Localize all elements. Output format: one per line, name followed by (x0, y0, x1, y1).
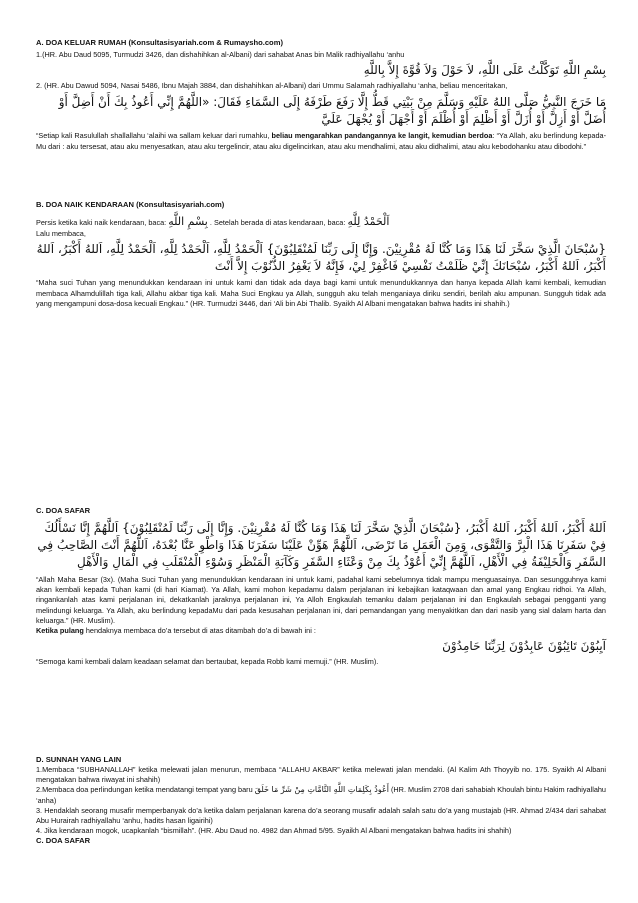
translation-paragraph: “Semoga kami kembali dalam keadaan selamat dan bertaubat, kepada Robb kami memuji.” (HR. Muslim). (36, 657, 379, 667)
list-item: 1.Membaca “SUBHANALLAH” ketika melewati jalan menurun, membaca “ALLAHU AKBAR” ketika melewati jalan mendaki. (Al Kalim Ath Thoyyib no. 175. Syaikh Al Albani mengatakan bahwa riwayat ini shahih) (36, 765, 606, 785)
section-doa-naik-kendaraan (36, 200, 606, 309)
translation-paragraph: “Maha suci Tuhan yang menundukkan kendaraan ini untuk kami dan tidak ada daya bagi kami untuk menundukkannya dan hanya kepada Allah kami kembali, kemudian membaca Alhamdulillah tiga kali, Allahu akbar tiga kali. Maha Suci Engkau ya Allah, sungguh aku telah menganiaya diriku sendiri, berilah aku ampunan. Sungguh tidak ada yang mengampuni dosa-dosa kecuali Engkau.” (HR. Turmudzi 3446, dari ‘Ali bin Abi Thalib. Syaikh Al Albani mengatakan bahwa hadits ini shahih.) (36, 278, 606, 308)
translation-text: : “Ya Allah, aku berlindung kepada-Mu dari : aku tersesat, atau aku menyesatkan, atau aku tergelincir, atau aku digelincirkan, atau aku mendhalimi, atau aku didhalimi, atau aku kebodohanku atau dibodohi.” (36, 131, 607, 151)
section-heading: D. SUNNAH YANG LAIN (36, 755, 122, 764)
paragraph: Lalu membaca, (36, 229, 86, 239)
arabic-text: مَا خَرَجَ النَّبِيُّ صَلَّى اللهُ عَلَيْهِ وَسَلَّمَ مِنْ بَيْتِي قَطُّ إِلَّا رَفَعَ طَرْفَهُ إِلَى السَّمَاءِ فَقَالَ: «اللَّهُمَّ إِنِّي أَعُوذُ بِكَ أَنْ أَضِلَّ أَوْ أُضَلَّ أَوْ أَزِلَّ أَوْ أُزَلَّ أَوْ أَظْلِمَ أَوْ أُظْلَمَ أَوْ أَجْهَلَ أَوْ يُجْهَلَ عَلَيَّ (58, 95, 606, 127)
paragraph: 2. (HR. Abu Dawud 5094, Nasai 5486, Ibnu Majah 3884, dan dishahihkan al-Albani) dari Ummu Salamah radhiyallahu ‘anha, beliau menceritakan, (36, 81, 508, 91)
paragraph: 1.(HR. Abu Daud 5095, Turmudzi 3426, dan dishahihkan al-Albani) dari sahabat Anas bin Malik radhiyallahu ‘anhu (36, 50, 405, 59)
arabic-inline: اَلْحَمْدُ لِلَّهِ (347, 215, 390, 228)
translation-text: “Setiap kali Rasulullah shallallahu ‘alaihi wa sallam keluar dari rumahku, (36, 131, 272, 141)
arabic-text: آيِبُوْنَ تَائِبُوْنَ عَابِدُوْنَ لِرَبِّنَا حَامِدُوْنَ (442, 639, 606, 654)
section-doa-keluar-rumah (36, 38, 606, 152)
section-heading: C. DOA SAFAR (36, 506, 91, 515)
section-heading: C. DOA SAFAR (36, 836, 91, 846)
list-item: 3. Hendaklah seorang musafir memperbanyak do’a ketika dalam perjalanan karena do’a seorang musafir adalah salah satu do’a yang mustajab (HR. Ahmad 2/434 dari sahabat Abu Hurairah radhiyallahu ‘anhu, hadits hasan ligairihi) (36, 805, 606, 826)
paragraph-text: . Setelah berada di atas kendaraan, baca: (207, 218, 348, 227)
section-sunnah-lain (36, 755, 606, 846)
section-doa-safar (36, 506, 606, 667)
list-item-text: (HR. Muslim 2708 dari sahabiah Khoulah bintu Hakim radhiyallahu ‘anha) (36, 785, 606, 805)
translation-paragraph: “Allah Maha Besar (3x). (Maha Suci Tuhan yang menundukkan kendaraan ini untuk kami, padahal kami sebelumnya tidak mampu menguasainya. Dan sesungguhnya kami akan kembali kepada Tuhan kami (di hari Kiamat). Ya Allah, kami mohon kepadamu dalam perjalanan ini kebajikan kataqwaan dan amal yang Engkau ridhoi. Ya Allah, ringankanlah atas kami perjalanan ini, dekatkanlah jaraknya perjalanan ini, Ya Alloh Engkaulah temanku dalam perjalanan ini dan Engkaulah sebagai pengganti yang melindungi keluarga. Ya Allah, aku berlindung kepadaMu dari pada kesusahan perjalanan ini, dari pemandangan yang menyakitkan dan dari nasib yang sial dalam harta dan keluarga.” (HR. Muslim). (36, 575, 606, 625)
arabic-text: اَللهُ أَكْبَرُ، اَللهُ أَكْبَرُ، اَللهُ أَكْبَرُ، {سُبْحَانَ الَّذِيْ سَخَّرَ لَنَا هَذَا وَمَا كُنَّا لَهُ مُقْرِنِيْنَ. وَإِنَّا إِلَى رَبِّنَا لَمُنْقَلِبُوْنَ} اَللَّهُمَّ إِنَّا نَسْأَلُكَ فِيْ سَفَرِنَا هَذَا الْبِرَّ وَالتَّقْوَى، وَمِنَ الْعَمَلِ مَا تَرْضَى، اَللَّهُمَّ هَوِّنْ عَلَيْنَا سَفَرَنَا هَذَا وَاطْوِ عَنَّا بُعْدَهُ، اَللَّهُمَّ أَنْتَ الصَّاحِبُ فِي السَّفَرِ وَالْخَلِيْفَةُ فِي الْأَهْلِ، اَللَّهُمَّ إِنِّيْ أَعُوْذُ بِكَ مِنْ وَعْثَاءِ السَّفَرِ وَكَآبَةِ الْمَنْظَرِ وَسُوْءِ الْمُنْقَلَبِ فِي الْمَالِ وَالْأَهْلِ (37, 521, 606, 569)
translation-emphasis: beliau mengarahkan pandangannya ke langit, kemudian berdoa (271, 131, 493, 141)
paragraph-text: hendaknya membaca do’a tersebut di atas ditambah do’a di bawah ini : (83, 626, 316, 636)
paragraph (36, 626, 606, 636)
list-item (36, 785, 606, 805)
paragraph (36, 217, 606, 228)
arabic-text: بِسْمِ اللَّهِ تَوَكَّلْتُ عَلَى اللَّهِ، لاَ حَوْلَ وَلاَ قُوَّةَ إِلاَّ بِاللَّهِ (363, 63, 606, 78)
arabic-inline: أَعُوذُ بِكَلِمَاتِ اللَّهِ التَّامَّاتِ مِنْ شَرِّ مَا خَلَقَ (254, 785, 389, 795)
arabic-inline: بِسْمِ اللَّهِ (168, 215, 208, 228)
emphasis-text: Ketika pulang (36, 626, 84, 636)
list-item: 4. Jika kendaraan mogok, ucapkanlah “bismillah”. (HR. Abu Daud no. 4982 dan Ahmad 5/95. Syaikh Al Albani mengatakan bahwa hadits ini shahih) (36, 826, 512, 836)
section-heading: B. DOA NAIK KENDARAAN (Konsultasisyariah.com) (36, 200, 225, 209)
arabic-text: {سُبْحَانَ الَّذِيْ سَخَّرَ لَنَا هَذَا وَمَا كُنَّا لَهُ مُقْرِنِيْنَ. وَإِنَّا إِلَى رَبِّنَا لَمُنْقَلِبُوْنَ} اَلْحَمْدُ لِلَّهِ، اَلْحَمْدُ لِلَّهِ، اَلْحَمْدُ لِلَّهِ، اَللهُ أَكْبَرُ، اَللهُ أَكْبَرُ، اَللهُ أَكْبَرُ، سُبْحَانَكَ إِنِّيْ ظَلَمْتُ نَفْسِيْ فَاغْفِرْ لِيْ، فَإِنَّهُ لاَ يَغْفِرُ الذُّنُوْبَ إِلاَّ أَنْتَ (36, 242, 606, 274)
paragraph-text: Persis ketika kaki naik kendaraan, baca: (36, 218, 169, 227)
list-item-text: 2.Membaca doa perlindungan ketika mendatangi tempat yang baru (36, 785, 255, 795)
translation-paragraph (36, 131, 606, 151)
section-heading: A. DOA KELUAR RUMAH (Konsultasisyariah.com & Rumaysho.com) (36, 38, 283, 47)
